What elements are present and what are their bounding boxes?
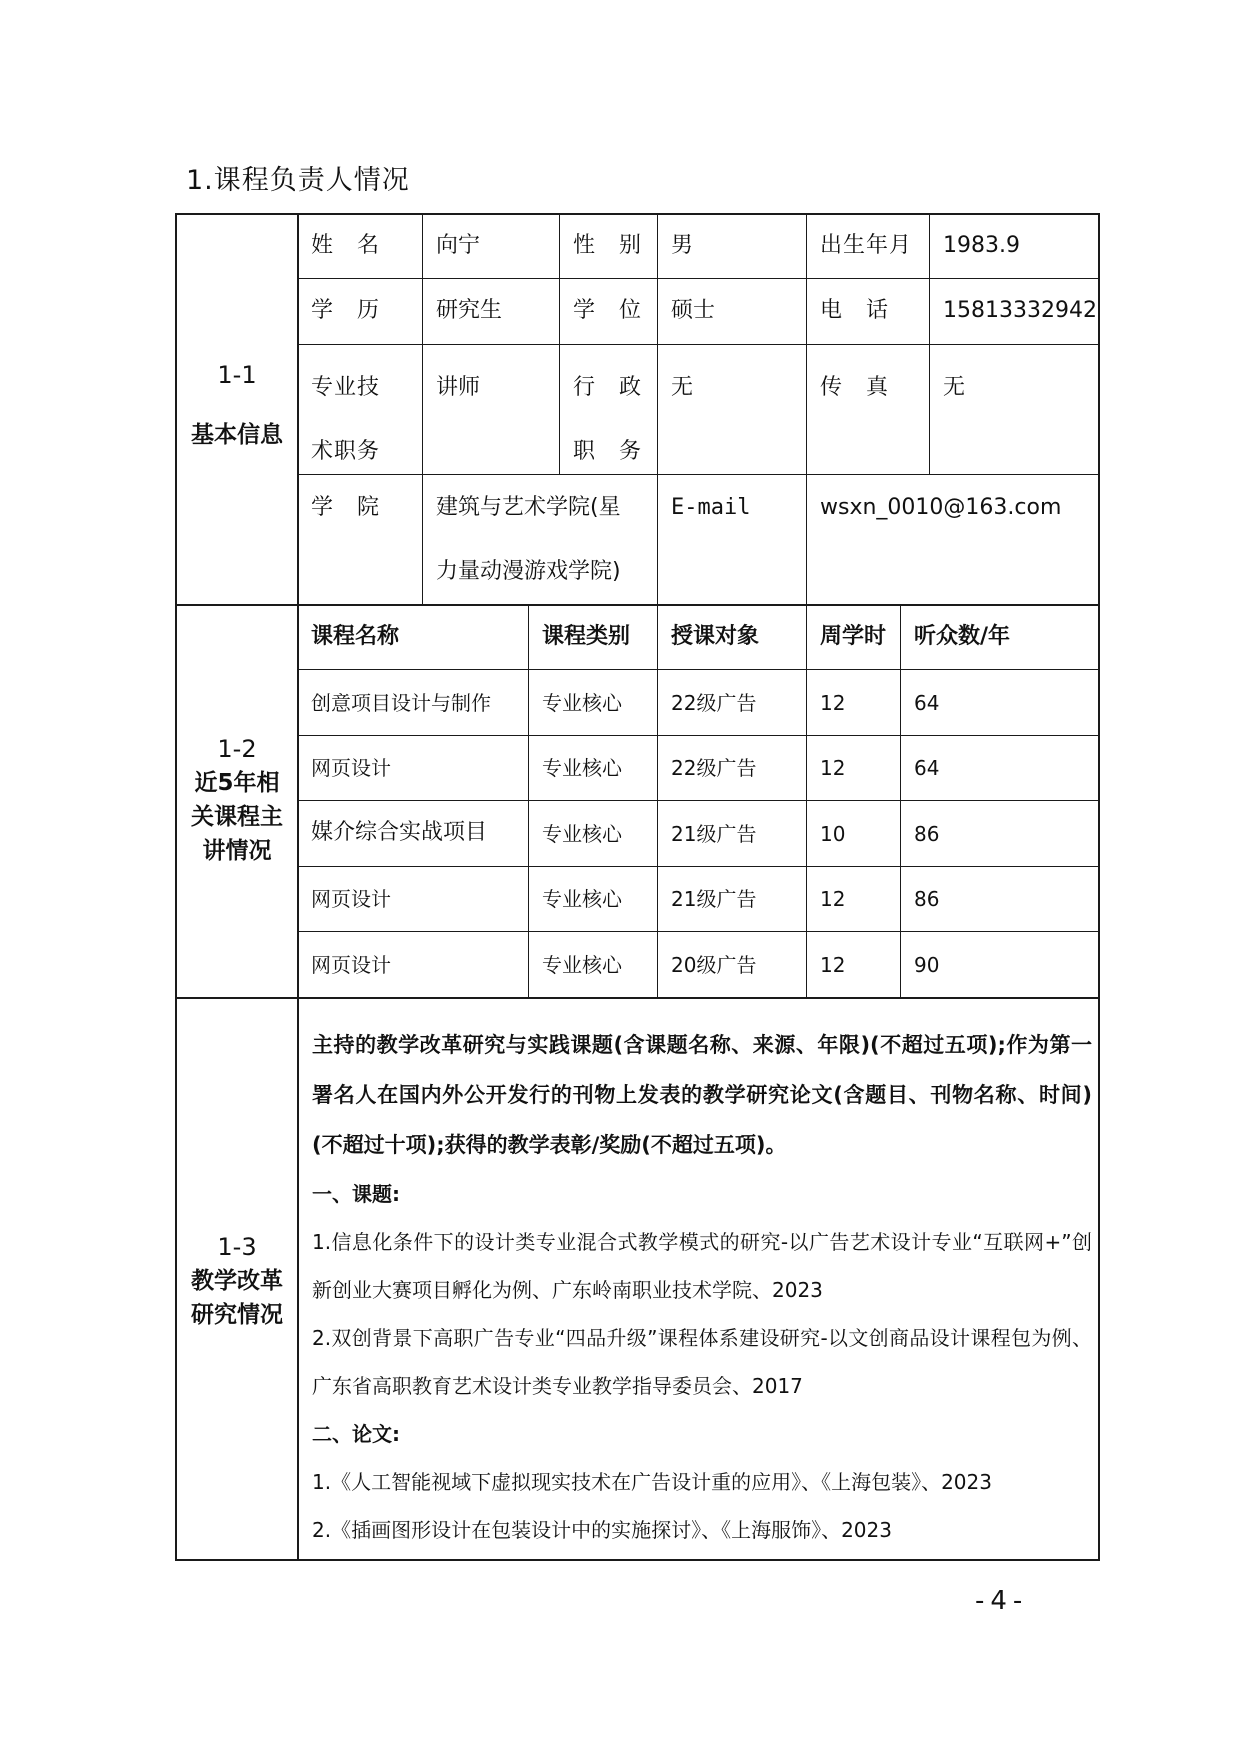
- section-title-line: 讲情况: [202, 838, 272, 864]
- column-header: 课程类别: [542, 624, 631, 650]
- course-audience: 20级广告: [671, 952, 757, 977]
- research-content: [312, 1020, 1092, 1554]
- course-students: 86: [914, 887, 940, 911]
- section-title-line: 教学改革: [191, 1268, 283, 1294]
- table-border-right: [1098, 213, 1100, 1561]
- col-divider: [422, 213, 423, 604]
- birth-label: 出生年月: [820, 233, 913, 259]
- course-name: 创意项目设计与制作: [311, 690, 491, 715]
- col-divider: [559, 213, 560, 474]
- course-hours: 10: [820, 821, 846, 846]
- section-number: 1-1: [217, 361, 257, 389]
- course-hours: 12: [820, 756, 846, 780]
- course-name: 网页设计: [311, 756, 391, 780]
- course-students: 90: [914, 952, 940, 977]
- paper-item: 1.《人工智能视域下虚拟现实技术在广告设计重的应用》、《上海包装》、2023: [312, 1470, 992, 1494]
- papers-heading: 二、论文:: [312, 1422, 400, 1446]
- admin-value: 无: [671, 375, 694, 400]
- admin-label: [573, 356, 665, 484]
- admin-label-line: 行政: [573, 375, 666, 400]
- courses-side-label: [177, 700, 297, 900]
- section-title: 基本信息: [191, 422, 283, 448]
- course-students: 64: [914, 690, 940, 715]
- basic-info-side-label: [177, 350, 297, 460]
- name-label: 姓名: [311, 233, 404, 259]
- fax-value: 无: [943, 375, 966, 400]
- section-title-line: 近5年相: [194, 770, 280, 796]
- course-type: 专业核心: [542, 821, 622, 846]
- col-divider: [806, 604, 807, 997]
- section-divider: [175, 997, 1100, 999]
- table-border-bottom: [175, 1559, 1100, 1561]
- title-label: [311, 356, 380, 484]
- col-divider: [806, 213, 807, 604]
- course-type: 专业核心: [542, 952, 622, 977]
- phone-label: 电话: [820, 298, 913, 324]
- column-header: 授课对象: [671, 624, 760, 650]
- course-students: 86: [914, 821, 940, 846]
- column-header: 周学时: [820, 624, 887, 650]
- degree-label: 学位: [573, 298, 666, 324]
- name-value: 向宁: [436, 233, 481, 259]
- title-label-line: 术职务: [311, 439, 381, 464]
- course-students: 64: [914, 756, 940, 780]
- col-divider: [900, 604, 901, 997]
- birth-value: 1983.9: [943, 233, 1020, 259]
- research-instructions: 主持的教学改革研究与实践课题(含课题名称、来源、年限)(不超过五项);作为第一署名人在国内外公开发行的刊物上发表的教学研究论文(含题目、刊物名称、时间)(不超过十项);获得的教学表彰/奖励(不超过五项)。: [312, 1033, 1092, 1157]
- section-number: 1-2: [217, 735, 257, 763]
- projects-heading: 一、课题:: [312, 1182, 400, 1206]
- education-value: 研究生: [436, 298, 503, 324]
- section-title-line: 研究情况: [191, 1302, 283, 1328]
- column-header: 课程名称: [311, 624, 400, 650]
- row-divider: [297, 474, 1100, 475]
- email-label: E-mail: [671, 495, 751, 520]
- project-item: 2.双创背景下高职广告专业“四品升级”课程体系建设研究-以文创商品设计课程包为例、广东省高职教育艺术设计类专业教学指导委员会、2017: [312, 1326, 1092, 1398]
- course-hours: 12: [820, 887, 846, 911]
- course-audience: 22级广告: [671, 756, 757, 780]
- college-value-line: 力量动漫游戏学院): [436, 559, 621, 584]
- title-label-line: 专业技: [311, 375, 381, 400]
- admin-label-line: 职务: [573, 439, 666, 464]
- degree-value: 硕士: [671, 298, 716, 324]
- course-audience: 21级广告: [671, 887, 757, 911]
- course-name: 网页设计: [311, 952, 391, 977]
- college-label: 学院: [311, 495, 404, 520]
- course-name: 网页设计: [311, 887, 391, 911]
- title-value: 讲师: [436, 375, 481, 400]
- section-title-line: 关课程主: [191, 804, 283, 830]
- gender-label: 性别: [573, 233, 666, 259]
- row-divider: [297, 344, 1100, 345]
- college-value: [436, 476, 621, 604]
- column-header: 听众数/年: [914, 624, 1011, 650]
- college-value-line: 建筑与艺术学院(星: [436, 495, 621, 520]
- course-type: 专业核心: [542, 887, 622, 911]
- education-label: 学历: [311, 298, 404, 324]
- side-column-divider: [297, 213, 299, 1561]
- course-type: 专业核心: [542, 756, 622, 780]
- col-divider: [929, 213, 930, 474]
- phone-value: 15813332942: [943, 298, 1097, 324]
- col-divider: [657, 604, 658, 997]
- col-divider: [528, 604, 529, 997]
- course-audience: 22级广告: [671, 690, 757, 715]
- course-hours: 12: [820, 690, 846, 715]
- fax-label: 传真: [820, 375, 913, 400]
- page-number: -4-: [975, 1586, 1029, 1616]
- research-side-label: [177, 1226, 297, 1336]
- email-value: wsxn_0010@163.com: [820, 495, 1062, 520]
- course-hours: 12: [820, 952, 846, 977]
- paper-item: 2.《插画图形设计在包装设计中的实施探讨》、《上海服饰》、2023: [312, 1518, 892, 1542]
- gender-value: 男: [671, 233, 694, 259]
- course-type: 专业核心: [542, 690, 622, 715]
- project-item: 1.信息化条件下的设计类专业混合式教学模式的研究-以广告艺术设计专业“互联网+”创新创业大赛项目孵化为例、广东岭南职业技术学院、2023: [312, 1230, 1092, 1302]
- page-title: 1.课程负责人情况: [186, 165, 410, 196]
- section-number: 1-3: [217, 1233, 257, 1261]
- course-audience: 21级广告: [671, 821, 757, 846]
- course-name: 媒介综合实战项目: [311, 820, 488, 846]
